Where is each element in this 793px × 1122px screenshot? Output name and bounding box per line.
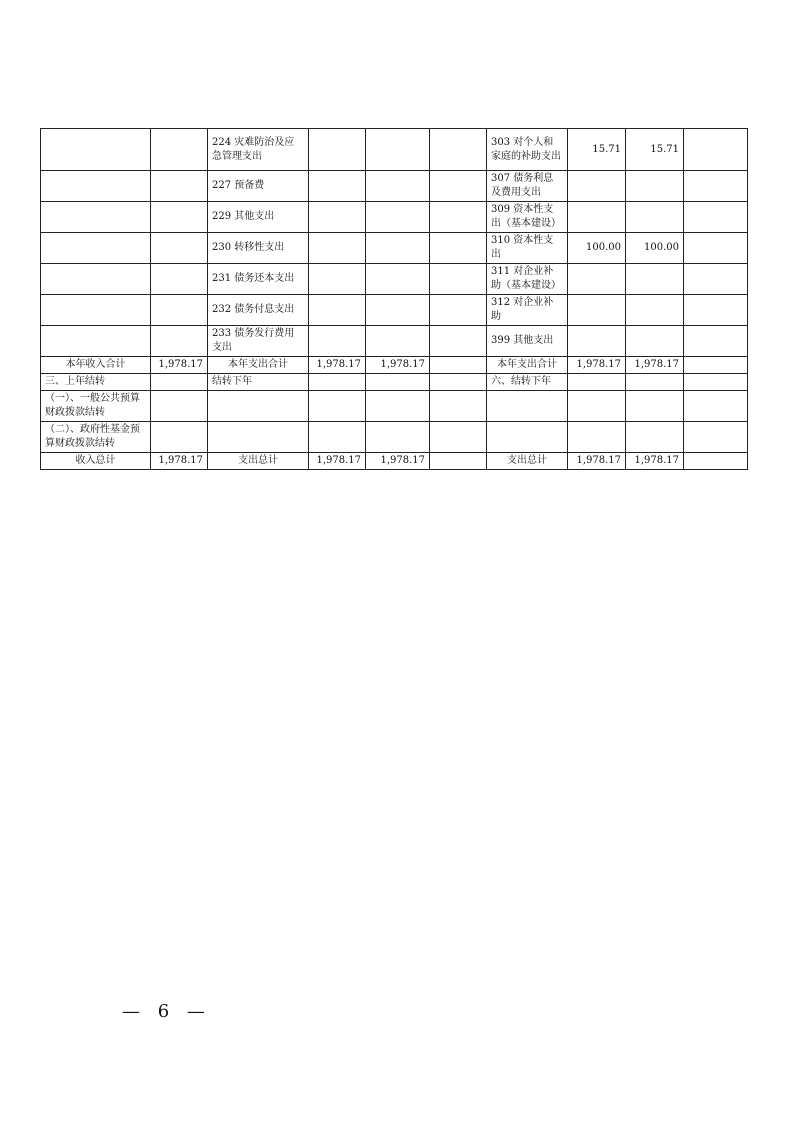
table-row (41, 171, 748, 202)
econ-general-cell (626, 202, 684, 233)
next-carry-label: 结转下年 (208, 374, 309, 391)
general-carry-row (41, 391, 748, 422)
empty-cell (568, 422, 626, 453)
econ-next-carry-label: 六、结转下年 (487, 374, 568, 391)
table-row (41, 202, 748, 233)
econ-total-cell: 15.71 (568, 129, 626, 171)
econ-total-cell (568, 264, 626, 295)
empty-cell (366, 233, 430, 264)
empty-cell (568, 374, 626, 391)
empty-cell (151, 129, 208, 171)
year-exp-general: 1,978.17 (366, 357, 430, 374)
fund-carry-label: （二）、政府性基金预算财政拨款结转 (41, 422, 151, 453)
empty-cell (684, 357, 748, 374)
empty-cell (684, 453, 748, 470)
empty-cell (309, 264, 366, 295)
empty-cell (151, 202, 208, 233)
empty-cell (430, 171, 487, 202)
econ-class-cell: 303 对个人和家庭的补助支出 (487, 129, 568, 171)
econ-total-cell (568, 202, 626, 233)
econ-total-cell (568, 326, 626, 357)
empty-cell (366, 129, 430, 171)
empty-cell (151, 295, 208, 326)
empty-cell (41, 264, 151, 295)
empty-cell (151, 171, 208, 202)
table-row (41, 233, 748, 264)
empty-cell (41, 202, 151, 233)
empty-cell (151, 422, 208, 453)
grand-exp-general: 1,978.17 (366, 453, 430, 470)
econ-class-cell: 309 资本性支出（基本建设） (487, 202, 568, 233)
empty-cell (309, 233, 366, 264)
empty-cell (430, 357, 487, 374)
page-number: — 6 — (122, 1001, 211, 1022)
empty-cell (366, 391, 430, 422)
func-class-cell: 233 债务发行费用支出 (208, 326, 309, 357)
empty-cell (151, 264, 208, 295)
empty-cell (151, 233, 208, 264)
empty-cell (41, 326, 151, 357)
year-income-value: 1,978.17 (151, 357, 208, 374)
empty-cell (151, 374, 208, 391)
empty-cell (626, 374, 684, 391)
econ-general-cell (626, 295, 684, 326)
grand-exp-total: 1,978.17 (309, 453, 366, 470)
empty-cell (487, 422, 568, 453)
empty-cell (626, 422, 684, 453)
econ-general-cell: 15.71 (626, 129, 684, 171)
year-econ-total: 1,978.17 (568, 357, 626, 374)
empty-cell (684, 391, 748, 422)
table-row (41, 295, 748, 326)
grand-econ-general: 1,978.17 (626, 453, 684, 470)
func-class-cell: 227 预备费 (208, 171, 309, 202)
empty-cell (430, 374, 487, 391)
econ-class-cell: 399 其他支出 (487, 326, 568, 357)
general-carry-label: （一）、一般公共预算财政拨款结转 (41, 391, 151, 422)
func-class-cell: 229 其他支出 (208, 202, 309, 233)
year-exp-label: 本年支出合计 (208, 357, 309, 374)
empty-cell (366, 326, 430, 357)
empty-cell (366, 264, 430, 295)
grand-total-row (41, 453, 748, 470)
econ-general-cell (626, 326, 684, 357)
table-row (41, 264, 748, 295)
empty-cell (487, 391, 568, 422)
empty-cell (684, 326, 748, 357)
empty-cell (151, 326, 208, 357)
empty-cell (684, 422, 748, 453)
empty-cell (309, 129, 366, 171)
empty-cell (309, 374, 366, 391)
empty-cell (41, 129, 151, 171)
func-class-cell: 230 转移性支出 (208, 233, 309, 264)
budget-table (40, 128, 748, 470)
econ-general-cell (626, 264, 684, 295)
econ-total-cell (568, 295, 626, 326)
empty-cell (684, 295, 748, 326)
econ-class-cell: 311 对企业补助（基本建设） (487, 264, 568, 295)
empty-cell (684, 264, 748, 295)
empty-cell (309, 171, 366, 202)
empty-cell (430, 453, 487, 470)
empty-cell (208, 422, 309, 453)
econ-class-cell: 310 资本性支出 (487, 233, 568, 264)
empty-cell (309, 391, 366, 422)
empty-cell (366, 422, 430, 453)
prev-carry-label: 三、上年结转 (41, 374, 151, 391)
econ-class-cell: 307 债务利息及费用支出 (487, 171, 568, 202)
table-row (41, 326, 748, 357)
empty-cell (430, 129, 487, 171)
func-class-cell: 232 债务付息支出 (208, 295, 309, 326)
empty-cell (684, 202, 748, 233)
empty-cell (684, 233, 748, 264)
empty-cell (309, 422, 366, 453)
empty-cell (430, 202, 487, 233)
empty-cell (366, 374, 430, 391)
econ-class-cell: 312 对企业补助 (487, 295, 568, 326)
func-class-cell: 224 灾难防治及应急管理支出 (208, 129, 309, 171)
empty-cell (366, 295, 430, 326)
grand-income-label: 收入总计 (41, 453, 151, 470)
empty-cell (41, 295, 151, 326)
empty-cell (430, 233, 487, 264)
empty-cell (151, 391, 208, 422)
grand-income-value: 1,978.17 (151, 453, 208, 470)
year-exp-total: 1,978.17 (309, 357, 366, 374)
table-row (41, 129, 748, 171)
year-econ-general: 1,978.17 (626, 357, 684, 374)
empty-cell (41, 171, 151, 202)
item-rows (41, 129, 748, 357)
empty-cell (568, 391, 626, 422)
empty-cell (430, 391, 487, 422)
year-income-label: 本年收入合计 (41, 357, 151, 374)
empty-cell (430, 264, 487, 295)
econ-total-cell: 100.00 (568, 233, 626, 264)
summary-rows (41, 357, 748, 470)
func-class-cell: 231 债务还本支出 (208, 264, 309, 295)
year-total-row (41, 357, 748, 374)
empty-cell (430, 295, 487, 326)
grand-econ-label: 支出总计 (487, 453, 568, 470)
year-econ-label: 本年支出合计 (487, 357, 568, 374)
empty-cell (208, 391, 309, 422)
econ-general-cell: 100.00 (626, 233, 684, 264)
empty-cell (430, 422, 487, 453)
empty-cell (309, 326, 366, 357)
empty-cell (41, 233, 151, 264)
grand-exp-label: 支出总计 (208, 453, 309, 470)
empty-cell (684, 129, 748, 171)
empty-cell (626, 391, 684, 422)
empty-cell (684, 171, 748, 202)
empty-cell (366, 171, 430, 202)
empty-cell (366, 202, 430, 233)
econ-total-cell (568, 171, 626, 202)
grand-econ-total: 1,978.17 (568, 453, 626, 470)
carry-over-row (41, 374, 748, 391)
fund-carry-row (41, 422, 748, 453)
empty-cell (684, 374, 748, 391)
empty-cell (309, 295, 366, 326)
econ-general-cell (626, 171, 684, 202)
empty-cell (430, 326, 487, 357)
empty-cell (309, 202, 366, 233)
